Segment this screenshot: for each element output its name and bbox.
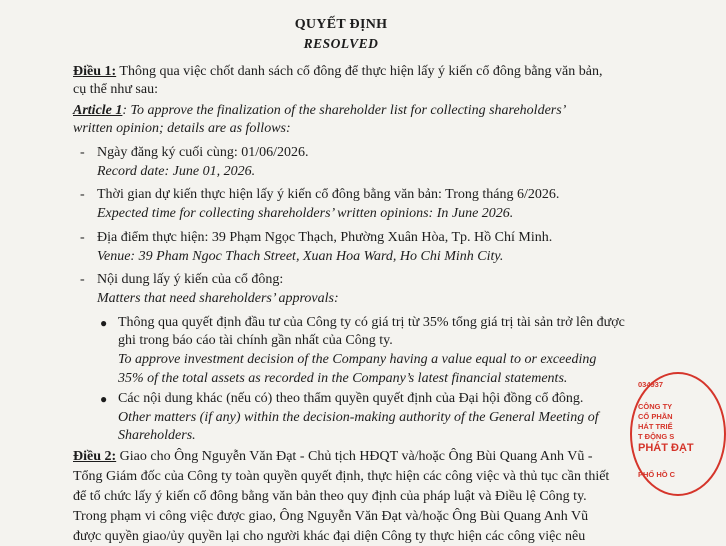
bullet1-en-line1: To approve investment decision of the Company having a value equal to or exceeding <box>118 352 597 367</box>
item-expected-time-vi: Thời gian dự kiến thực hiện lấy ý kiến cổ đông bằng văn bản: Trong tháng 6/2026. <box>97 187 560 202</box>
document-subtitle: RESOLVED <box>303 36 379 51</box>
item-matters-vi: Nội dung lấy ý kiến của cổ đông: <box>97 272 284 287</box>
stamp-line1: CÔNG TY <box>638 402 673 411</box>
item-expected-time-en: Expected time for collecting shareholders’ written opinions: In June 2026. <box>97 206 514 221</box>
bullet2-en-line2: Shareholders. <box>118 428 196 443</box>
bullet2-en-line1: Other matters (if any) within the decision-making authority of the General Meeting of <box>118 410 599 425</box>
bullet2-vi-line1: Các nội dung khác (nếu có) theo thẩm quyền quyết định của Đại hội đồng cổ đông. <box>118 391 584 406</box>
dieu1-line2: cụ thể như sau: <box>73 82 158 97</box>
stamp-line2: CỔ PHẦN <box>638 412 673 421</box>
item-venue-vi: Địa điểm thực hiện: 39 Phạm Ngọc Thạch, Phường Xuân Hòa, Tp. Hồ Chí Minh. <box>97 230 553 245</box>
article1-line2: written opinion; details are as follows: <box>73 121 291 136</box>
dieu2-line2: Tổng Giám đốc của Công ty toàn quyền quyết định, thực hiện các công việc và thủ tục cần thiết <box>73 469 610 484</box>
dieu1-label: Điều 1: <box>73 64 117 79</box>
stamp-line3: HÁT TRIỂ <box>638 422 673 431</box>
item-matters-en: Matters that need shareholders’ approvals: <box>97 291 339 306</box>
dieu2-line5: được quyền giao/ủy quyền lại cho người khác đại diện Công ty thực hiện các công việc nêu <box>73 529 586 544</box>
dieu2-line1 <box>73 448 593 466</box>
bullet-marker: ● <box>100 392 108 406</box>
dieu2-line4: Trong phạm vi công việc được giao, Ông Nguyễn Văn Đạt và/hoặc Ông Bùi Quang Anh Vũ <box>73 509 589 524</box>
bullet1-vi-line1: Thông qua quyết định đầu tư của Công ty có giá trị từ 35% tổng giá trị tài sản trở lên được <box>118 315 625 330</box>
dieu2-label: Điều 2: <box>73 449 117 464</box>
article1-line1 <box>73 102 566 120</box>
dash-marker: - <box>80 230 85 245</box>
stamp-line4: T ĐỘNG S <box>638 432 675 441</box>
stamp-line5: PHÁT ĐẠT <box>638 442 694 454</box>
item-record-date-vi: Ngày đăng ký cuối cùng: 01/06/2026. <box>97 145 309 160</box>
dieu2-line3: để tổ chức lấy ý kiến cổ đông bằng văn bản theo quy định của pháp luật và Điều lệ Công ty. <box>73 489 587 504</box>
stamp-line6: PHỐ HỒ C <box>638 470 676 479</box>
dieu1-line1 <box>73 63 602 81</box>
dieu2-text1: Giao cho Ông Nguyễn Văn Đạt - Chủ tịch HĐQT và/hoặc Ông Bùi Quang Anh Vũ - <box>116 449 593 464</box>
item-venue-en: Venue: 39 Pham Ngoc Thach Street, Xuan Hoa Ward, Ho Chi Minh City. <box>97 249 504 264</box>
stamp-number: 034937 <box>638 380 664 389</box>
article1-label: Article 1 <box>73 103 123 118</box>
document-title: QUYẾT ĐỊNH <box>294 17 388 32</box>
bullet-marker: ● <box>100 316 108 330</box>
dieu1-text1: Thông qua việc chốt danh sách cổ đông để thực hiện lấy ý kiến cổ đông bằng văn bản, <box>116 64 603 79</box>
item-record-date-en: Record date: June 01, 2026. <box>97 164 256 179</box>
dash-marker: - <box>80 272 85 287</box>
dash-marker: - <box>80 187 85 202</box>
bullet1-en-line2: 35% of the total assets as recorded in the Company’s latest financial statements. <box>118 371 568 386</box>
article1-text1: : To approve the finalization of the shareholder list for collecting shareholders’ <box>122 103 567 118</box>
company-seal-stamp <box>630 372 726 496</box>
dash-marker: - <box>80 145 85 160</box>
bullet1-vi-line2: ghi trong báo cáo tài chính gần nhất của Công ty. <box>118 333 393 348</box>
